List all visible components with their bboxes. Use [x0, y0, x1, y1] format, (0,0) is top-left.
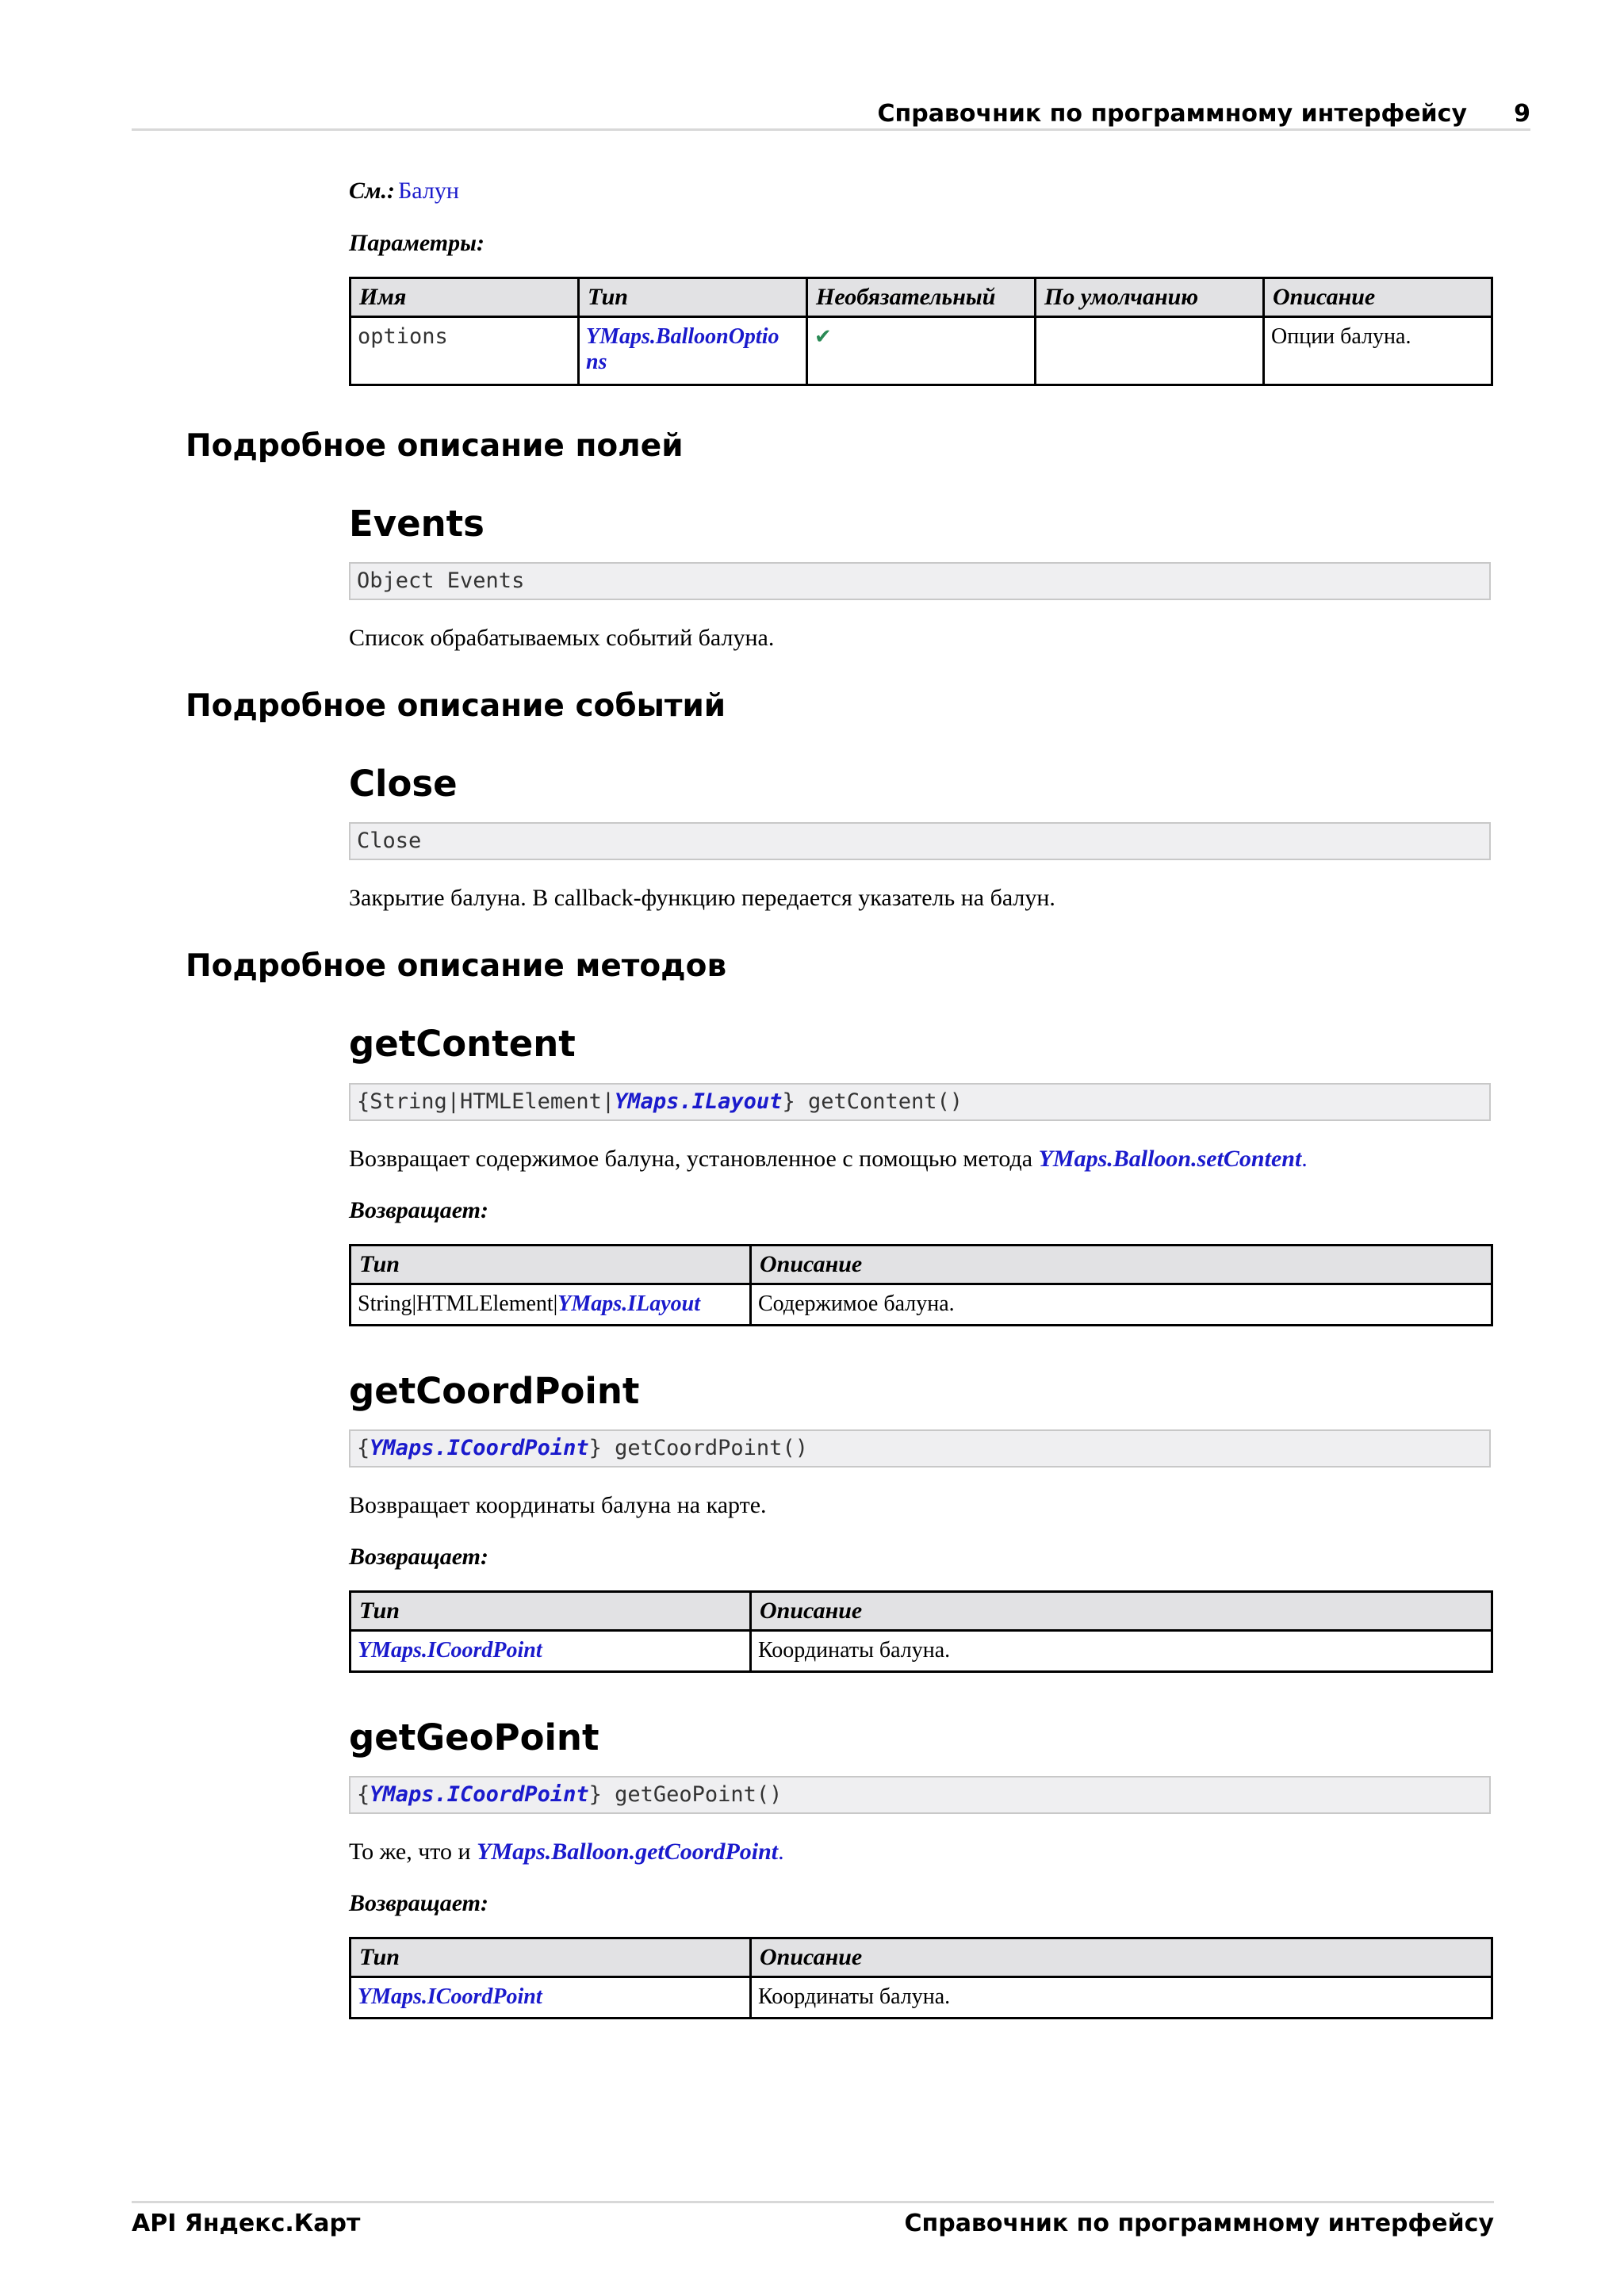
item-title-close: Close — [349, 763, 458, 805]
return-type — [350, 1631, 751, 1672]
item-title-getgeopoint: getGeoPoint — [349, 1716, 599, 1758]
section-title-methods: Подробное описание методов — [186, 948, 727, 984]
col-default: По умолчанию — [1036, 278, 1264, 317]
return-type-link[interactable]: YMaps.ILayout — [557, 1292, 700, 1316]
section-title-fields: Подробное описание полей — [186, 428, 684, 464]
table-row — [350, 1284, 1492, 1326]
param-name: options — [350, 317, 579, 385]
footer-right: Справочник по программному интерфейсу — [904, 2210, 1494, 2237]
col-description: Описание — [1264, 278, 1492, 317]
return-description: Содержимое балуна. — [751, 1284, 1492, 1326]
returns-label: Возвращает: — [349, 1544, 488, 1570]
params-header-row — [350, 278, 1492, 317]
returns-table-getcoordpoint — [349, 1590, 1493, 1673]
returns-header-row — [350, 1246, 1492, 1284]
return-description: Координаты балуна. — [751, 1631, 1492, 1672]
col-description: Описание — [751, 1938, 1492, 1977]
signature-link[interactable]: YMaps.ICoordPoint — [370, 1782, 589, 1807]
signature-events: Object Events — [349, 562, 1491, 600]
col-type: Тип — [350, 1592, 751, 1631]
see-also-link[interactable]: Балун — [398, 178, 459, 204]
return-type-link[interactable]: YMaps.ICoordPoint — [358, 1638, 542, 1663]
header-title: Справочник по программному интерфейсу — [877, 100, 1467, 128]
param-description: Опции балуна. — [1264, 317, 1492, 385]
signature-link[interactable]: YMaps.ICoordPoint — [370, 1436, 589, 1460]
section-title-events: Подробное описание событий — [186, 688, 726, 724]
param-type-link[interactable]: YMaps.BalloonOptio ns — [586, 324, 779, 374]
footer-left: API Яндекс.Карт — [132, 2210, 361, 2237]
param-type — [579, 317, 807, 385]
return-type — [350, 1977, 751, 2019]
col-name: Имя — [350, 278, 579, 317]
getgeopoint-description: То же, что и YMaps.Balloon.getCoordPoint. — [349, 1839, 784, 1865]
table-row — [350, 317, 1492, 385]
getcoordpoint-link[interactable]: YMaps.Balloon.getCoordPoint — [477, 1839, 779, 1865]
item-title-getcontent: getContent — [349, 1023, 576, 1065]
page-number: 9 — [1514, 100, 1530, 128]
signature-link[interactable]: YMaps.ILayout — [615, 1089, 783, 1114]
returns-table-getcontent — [349, 1244, 1493, 1326]
returns-header-row — [350, 1592, 1492, 1631]
table-row — [350, 1631, 1492, 1672]
param-optional — [807, 317, 1036, 385]
param-default — [1036, 317, 1264, 385]
signature-close: Close — [349, 822, 1491, 860]
page-footer — [132, 2201, 1494, 2235]
close-description: Закрытие балуна. В callback-функцию передается указатель на балун. — [349, 885, 1055, 911]
getcontent-description: Возвращает содержимое балуна, установленное с помощью метода YMaps.Balloon.setContent. — [349, 1146, 1308, 1172]
item-title-events: Events — [349, 503, 485, 545]
page-header — [132, 97, 1530, 131]
return-description: Координаты балуна. — [751, 1977, 1492, 2019]
col-description: Описание — [751, 1246, 1492, 1284]
returns-header-row — [350, 1938, 1492, 1977]
signature-getcoordpoint: {YMaps.ICoordPoint} getCoordPoint() — [349, 1429, 1491, 1468]
col-optional: Необязательный — [807, 278, 1036, 317]
setcontent-link[interactable]: YMaps.Balloon.setContent — [1038, 1146, 1302, 1172]
check-icon: ✔ — [814, 325, 832, 348]
events-description: Список обрабатываемых событий балуна. — [349, 625, 775, 651]
returns-label: Возвращает: — [349, 1197, 488, 1223]
signature-getgeopoint: {YMaps.ICoordPoint} getGeoPoint() — [349, 1776, 1491, 1814]
signature-getcontent: {String|HTMLElement|YMaps.ILayout} getContent() — [349, 1083, 1491, 1121]
col-type: Тип — [350, 1246, 751, 1284]
col-type: Тип — [579, 278, 807, 317]
getcoordpoint-description: Возвращает координаты балуна на карте. — [349, 1492, 767, 1518]
returns-label: Возвращает: — [349, 1890, 488, 1916]
returns-table-getgeopoint — [349, 1937, 1493, 2019]
col-description: Описание — [751, 1592, 1492, 1631]
see-also — [349, 178, 459, 205]
col-type: Тип — [350, 1938, 751, 1977]
params-table — [349, 277, 1493, 386]
params-label: Параметры: — [349, 230, 485, 256]
table-row — [350, 1977, 1492, 2019]
return-type: String|HTMLElement|YMaps.ILayout — [350, 1284, 751, 1326]
item-title-getcoordpoint: getCoordPoint — [349, 1370, 640, 1412]
see-also-label: См.: — [349, 178, 396, 204]
return-type-link[interactable]: YMaps.ICoordPoint — [358, 1984, 542, 2009]
